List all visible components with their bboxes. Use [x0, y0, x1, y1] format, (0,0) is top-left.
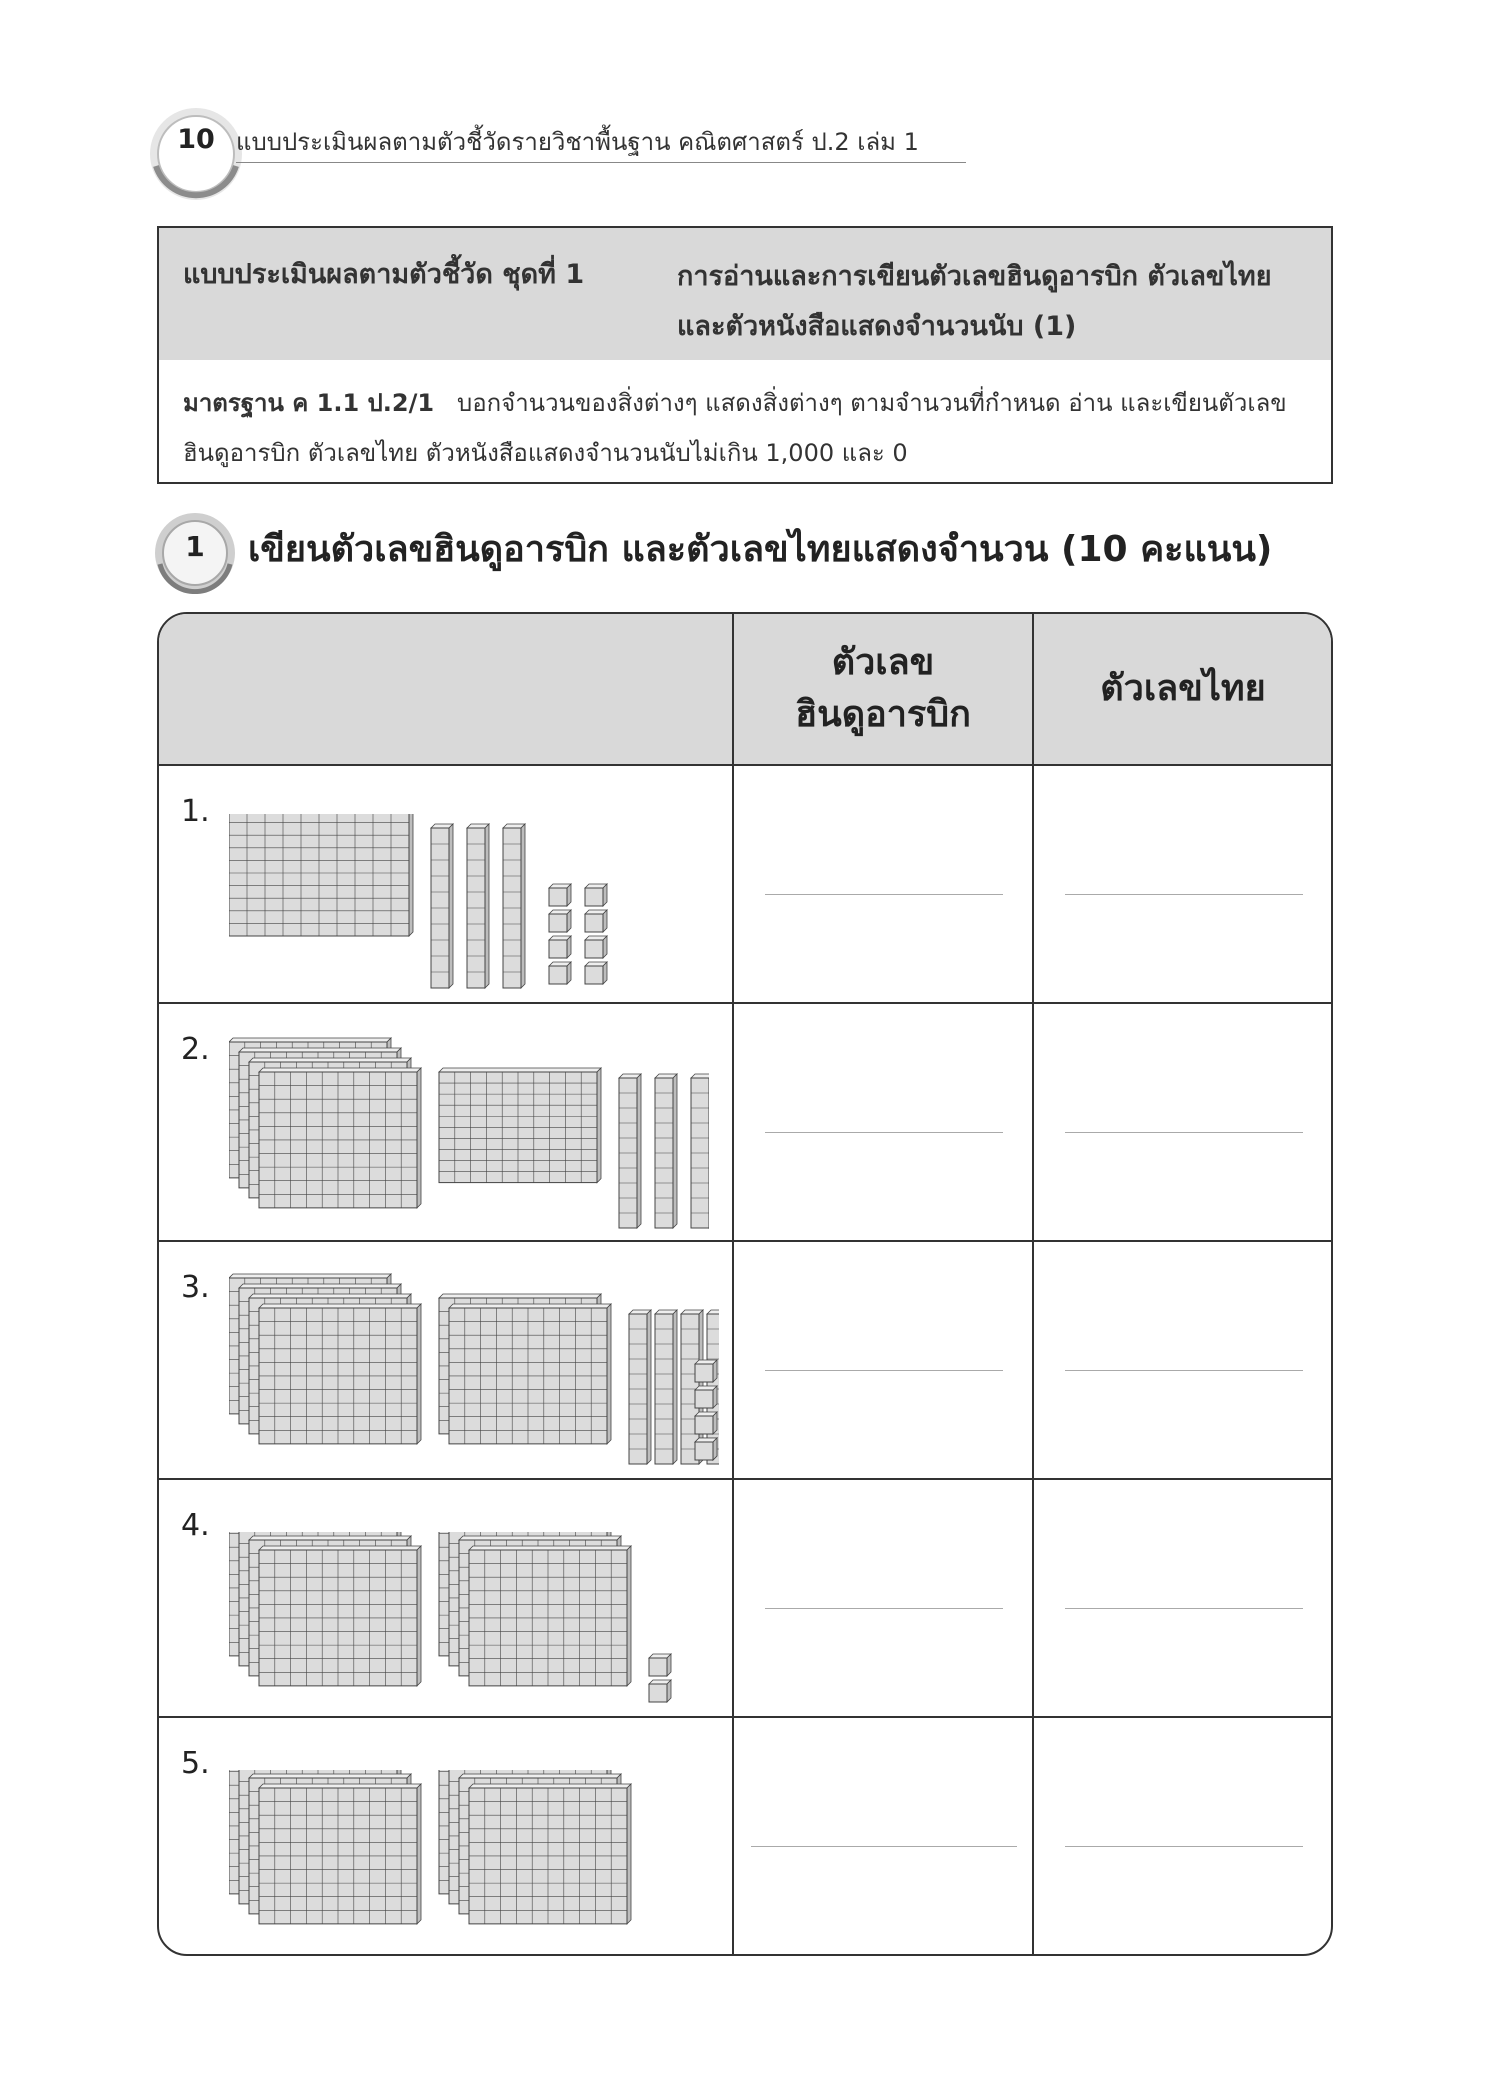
- thai-numeral-answer-line-3[interactable]: [1065, 1370, 1303, 1371]
- assessment-set-title: การอ่านและการเขียนตัวเลขฮินดูอารบิก ตัวเลขไทย และตัวหนังสือแสดงจำนวนนับ (1): [677, 261, 1272, 342]
- unit-cube: [585, 962, 607, 984]
- standard-description: [183, 378, 1311, 478]
- row-divider: [159, 764, 1331, 766]
- assessment-set-label: แบบประเมินผลตามตัวชี้วัด ชุดที่ 1: [183, 259, 585, 290]
- hindu-arabic-answer-line-1[interactable]: [765, 894, 1003, 895]
- row-divider: [159, 1478, 1331, 1480]
- hundred-flat-stack: [229, 1274, 421, 1444]
- hundred-flat-stack: [439, 1294, 611, 1444]
- base-ten-blocks-4: [229, 1532, 719, 1712]
- assessment-info-box: [157, 226, 1333, 484]
- row-divider: [159, 1002, 1331, 1004]
- ten-rod: [431, 824, 453, 988]
- hindu-arabic-answer-line-5[interactable]: [751, 1846, 1017, 1847]
- unit-cube: [695, 1386, 717, 1408]
- base-ten-blocks-3: [229, 1270, 719, 1470]
- worksheet-table: [157, 612, 1333, 1956]
- unit-cube: [585, 910, 607, 932]
- column-header-hindu-arabic: ตัวเลข ฮินดูอารบิก: [795, 642, 971, 735]
- unit-cube: [549, 962, 571, 984]
- unit-cube: [695, 1438, 717, 1460]
- thai-numeral-answer-line-2[interactable]: [1065, 1132, 1303, 1133]
- base-ten-blocks-1: [229, 814, 709, 994]
- row-label-5: 5.: [181, 1746, 210, 1781]
- unit-cube: [649, 1680, 671, 1702]
- ten-rod: [629, 1310, 651, 1464]
- section-title: เขียนตัวเลขฮินดูอารบิก และตัวเลขไทยแสดงจำนวน (10 คะแนน): [248, 529, 1273, 570]
- book-title: แบบประเมินผลตามตัวชี้วัดรายวิชาพื้นฐาน คณิตศาสตร์ ป.2 เล่ม 1: [236, 128, 919, 156]
- unit-cube: [549, 936, 571, 958]
- row-label-4: 4.: [181, 1508, 210, 1543]
- column-divider: [1032, 614, 1034, 1954]
- unit-cube: [585, 884, 607, 906]
- unit-cube: [585, 936, 607, 958]
- hundred-flat-stack: [229, 814, 413, 936]
- row-divider: [159, 1240, 1331, 1242]
- header-divider: [236, 162, 966, 163]
- ten-rod: [503, 824, 525, 988]
- row-label-1: 1.: [181, 794, 210, 829]
- column-divider: [732, 614, 734, 1954]
- hundred-flat-stack: [229, 1532, 421, 1686]
- ten-rod: [655, 1074, 677, 1228]
- row-label-2: 2.: [181, 1032, 210, 1067]
- hindu-arabic-answer-line-3[interactable]: [765, 1370, 1003, 1371]
- standard-label: มาตรฐาน ค 1.1 ป.2/1: [183, 389, 435, 417]
- hundred-flat-stack: [439, 1068, 601, 1183]
- unit-cube: [695, 1360, 717, 1382]
- base-ten-blocks-2: [229, 1034, 709, 1234]
- row-divider: [159, 1716, 1331, 1718]
- page-number: 10: [177, 124, 215, 155]
- hindu-arabic-answer-line-4[interactable]: [765, 1608, 1003, 1609]
- row-label-3: 3.: [181, 1270, 210, 1305]
- ten-rod: [691, 1074, 709, 1228]
- thai-numeral-answer-line-1[interactable]: [1065, 894, 1303, 895]
- hundred-flat-stack: [439, 1770, 631, 1924]
- thai-numeral-answer-line-5[interactable]: [1065, 1846, 1303, 1847]
- ten-rod: [467, 824, 489, 988]
- standard-text: บอกจำนวนของสิ่งต่างๆ แสดงสิ่งต่างๆ ตามจำนวนที่กำหนด อ่าน และเขียนตัวเลขฮินดูอารบิก ตัวเลขไทย ตัวหนังสือแสดงจำนวนนับไม่เกิน 1,000 และ 0: [183, 389, 1287, 467]
- thai-numeral-answer-line-4[interactable]: [1065, 1608, 1303, 1609]
- ten-rod: [619, 1074, 641, 1228]
- hindu-arabic-answer-line-2[interactable]: [765, 1132, 1003, 1133]
- unit-cube: [649, 1654, 671, 1676]
- base-ten-blocks-5: [229, 1770, 719, 1950]
- hundred-flat-stack: [439, 1532, 631, 1686]
- unit-cube: [549, 884, 571, 906]
- unit-cube: [695, 1412, 717, 1434]
- section-number: 1: [185, 530, 205, 563]
- column-header-picture: [159, 614, 733, 764]
- ten-rod: [655, 1310, 677, 1464]
- hundred-flat-stack: [229, 1038, 421, 1208]
- hundred-flat-stack: [229, 1770, 421, 1924]
- column-header-thai-numerals: ตัวเลขไทย: [1100, 668, 1266, 709]
- unit-cube: [549, 910, 571, 932]
